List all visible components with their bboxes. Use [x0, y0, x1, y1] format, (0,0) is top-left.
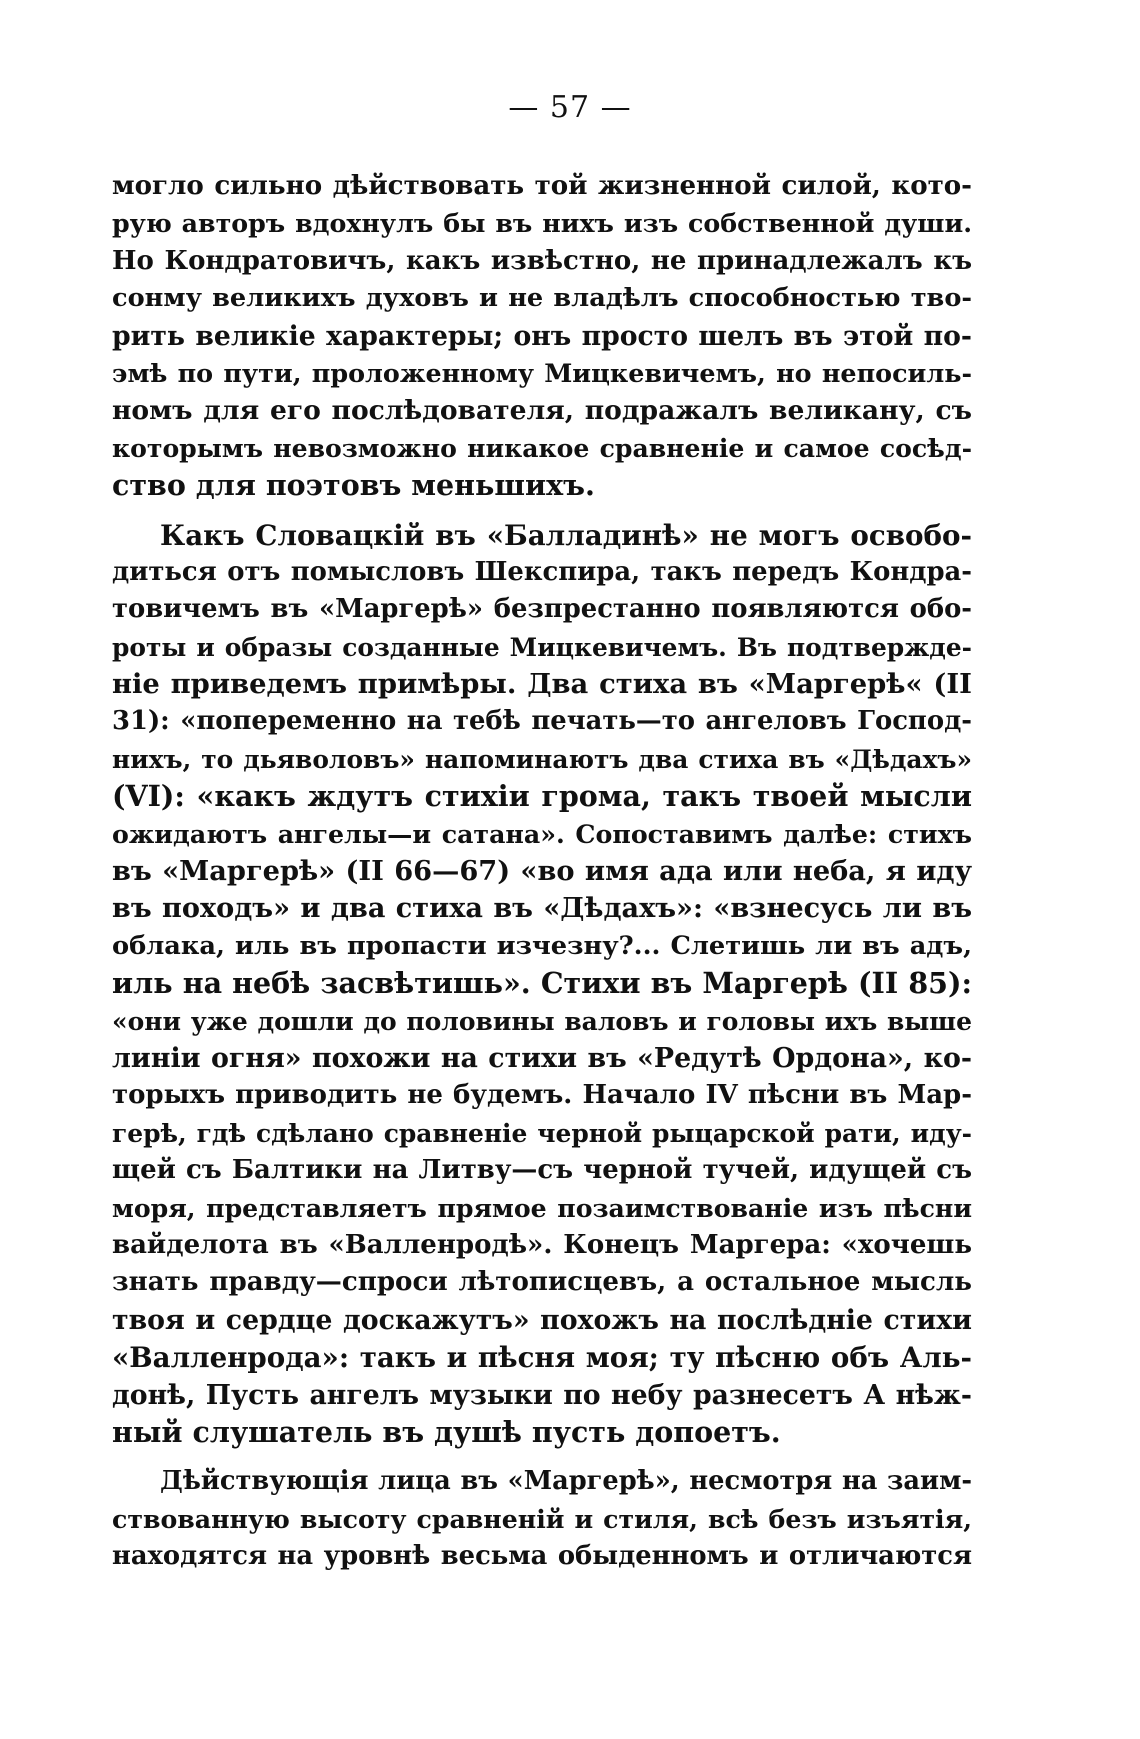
- text-line: въ «Маргерѣ» (II 66—67) «во имя ада или неба, я иду: [112, 855, 972, 888]
- text-line: облака, иль въ пропасти изчезну?... Слетишь ли въ адъ,: [112, 930, 972, 961]
- text-line: знать правду—спроси лѣтописцевъ, а остальное мысль: [112, 1267, 972, 1298]
- text-line: ный слушатель въ душѣ пусть допоетъ.: [112, 1414, 781, 1449]
- text-line: твоя и сердце доскажутъ» похожъ на послѣдніе стихи: [112, 1304, 972, 1336]
- text-line: «Валленрода»: такъ и пѣсня моя; ту пѣсню объ Аль-: [112, 1341, 972, 1375]
- text-line: находятся на уровнѣ весьма обыденномъ и отличаются: [112, 1541, 972, 1572]
- text-line: герѣ, гдѣ сдѣлано сравненіе черной рыцарской рати, иду-: [112, 1118, 972, 1148]
- text-line: рую авторъ вдохнулъ бы въ нихъ изъ собственной души.: [112, 208, 972, 239]
- text-line: сонму великихъ духовъ и не владѣлъ способностью тво-: [112, 283, 972, 314]
- text-line: «они уже дошли до половины валовъ и головы ихъ выше: [112, 1006, 972, 1036]
- text-line: номъ для его послѣдователя, подражалъ великану, съ: [112, 395, 972, 427]
- paragraph-1: [112, 168, 972, 505]
- paragraph-2: [112, 517, 972, 1452]
- text-line: вайделота въ «Валленродѣ». Конецъ Маргера: «хочешь: [112, 1229, 972, 1260]
- text-line: ожидаютъ ангелы—и сатана». Сопоставимъ далѣе: стихъ: [112, 818, 972, 849]
- text-line: товичемъ въ «Маргерѣ» безпрестанно появляются обо-: [112, 594, 972, 625]
- text-line: Но Кондратовичъ, какъ извѣстно, не принадлежалъ къ: [112, 245, 972, 276]
- text-line: могло сильно дѣйствовать той жизненной силой, кото-: [112, 171, 972, 201]
- text-line: роты и образы созданные Мицкевичемъ. Въ подтвержде-: [112, 632, 972, 662]
- text-line: въ походъ» и два стиха въ «Дѣдахъ»: «взнесусь ли въ: [112, 893, 972, 925]
- text-line: рить великіе характеры; онъ просто шелъ въ этой по-: [112, 320, 972, 352]
- text-line: щей съ Балтики на Литву—съ черной тучей, идущей съ: [112, 1155, 972, 1186]
- text-line: ніе приведемъ примѣры. Два стиха въ «Маргерѣ« (II: [112, 668, 972, 701]
- text-line: ство для поэтовъ меньшихъ.: [112, 468, 595, 503]
- text-line: эмѣ по пути, проложенному Мицкевичемъ, но непосиль-: [112, 357, 972, 388]
- paragraph-3: [112, 1463, 972, 1575]
- text-line: моря, представляетъ прямое позаимствованіе изъ пѣсни: [112, 1192, 972, 1223]
- paragraph-gap: [112, 1451, 972, 1463]
- text-line: иль на небѣ засвѣтишь». Стихи въ Маргерѣ (II 85):: [112, 966, 972, 1001]
- text-line: торыхъ приводить не будемъ. Начало IV пѣсни въ Мар-: [112, 1080, 972, 1111]
- text-line: ствованную высоту сравненій и стиля, всѣ безъ изъятія,: [112, 1503, 972, 1534]
- text-line: (VI): «какъ ждутъ стихіи грома, такъ твоей мысли: [112, 779, 972, 814]
- text-line: Какъ Словацкій въ «Балладинѣ» не могъ освобо-: [160, 518, 972, 552]
- paragraph-gap: [112, 505, 972, 517]
- text-line: донѣ, Пусть ангелъ музыки по небу разнесетъ А нѣж-: [112, 1379, 972, 1411]
- text-line: диться отъ помысловъ Шекспира, такъ передъ Кондра-: [112, 556, 972, 587]
- text-line: нихъ, то дьяволовъ» напоминаютъ два стиха въ «Дѣдахъ»: [112, 744, 972, 774]
- text-line: линіи огня» похожи на стихи въ «Редутѣ Ордона», ко-: [112, 1042, 972, 1074]
- text-line: которымъ невозможно никакое сравненіе и самое сосѣд-: [112, 432, 972, 463]
- text-line: 31): «попеременно на тебѣ печать—то ангеловъ Господ-: [112, 706, 972, 737]
- page-number: — 57 —: [508, 90, 632, 125]
- body-text: [112, 168, 972, 1575]
- text-line: Дѣйствующія лица въ «Маргерѣ», несмотря на заим-: [160, 1466, 972, 1497]
